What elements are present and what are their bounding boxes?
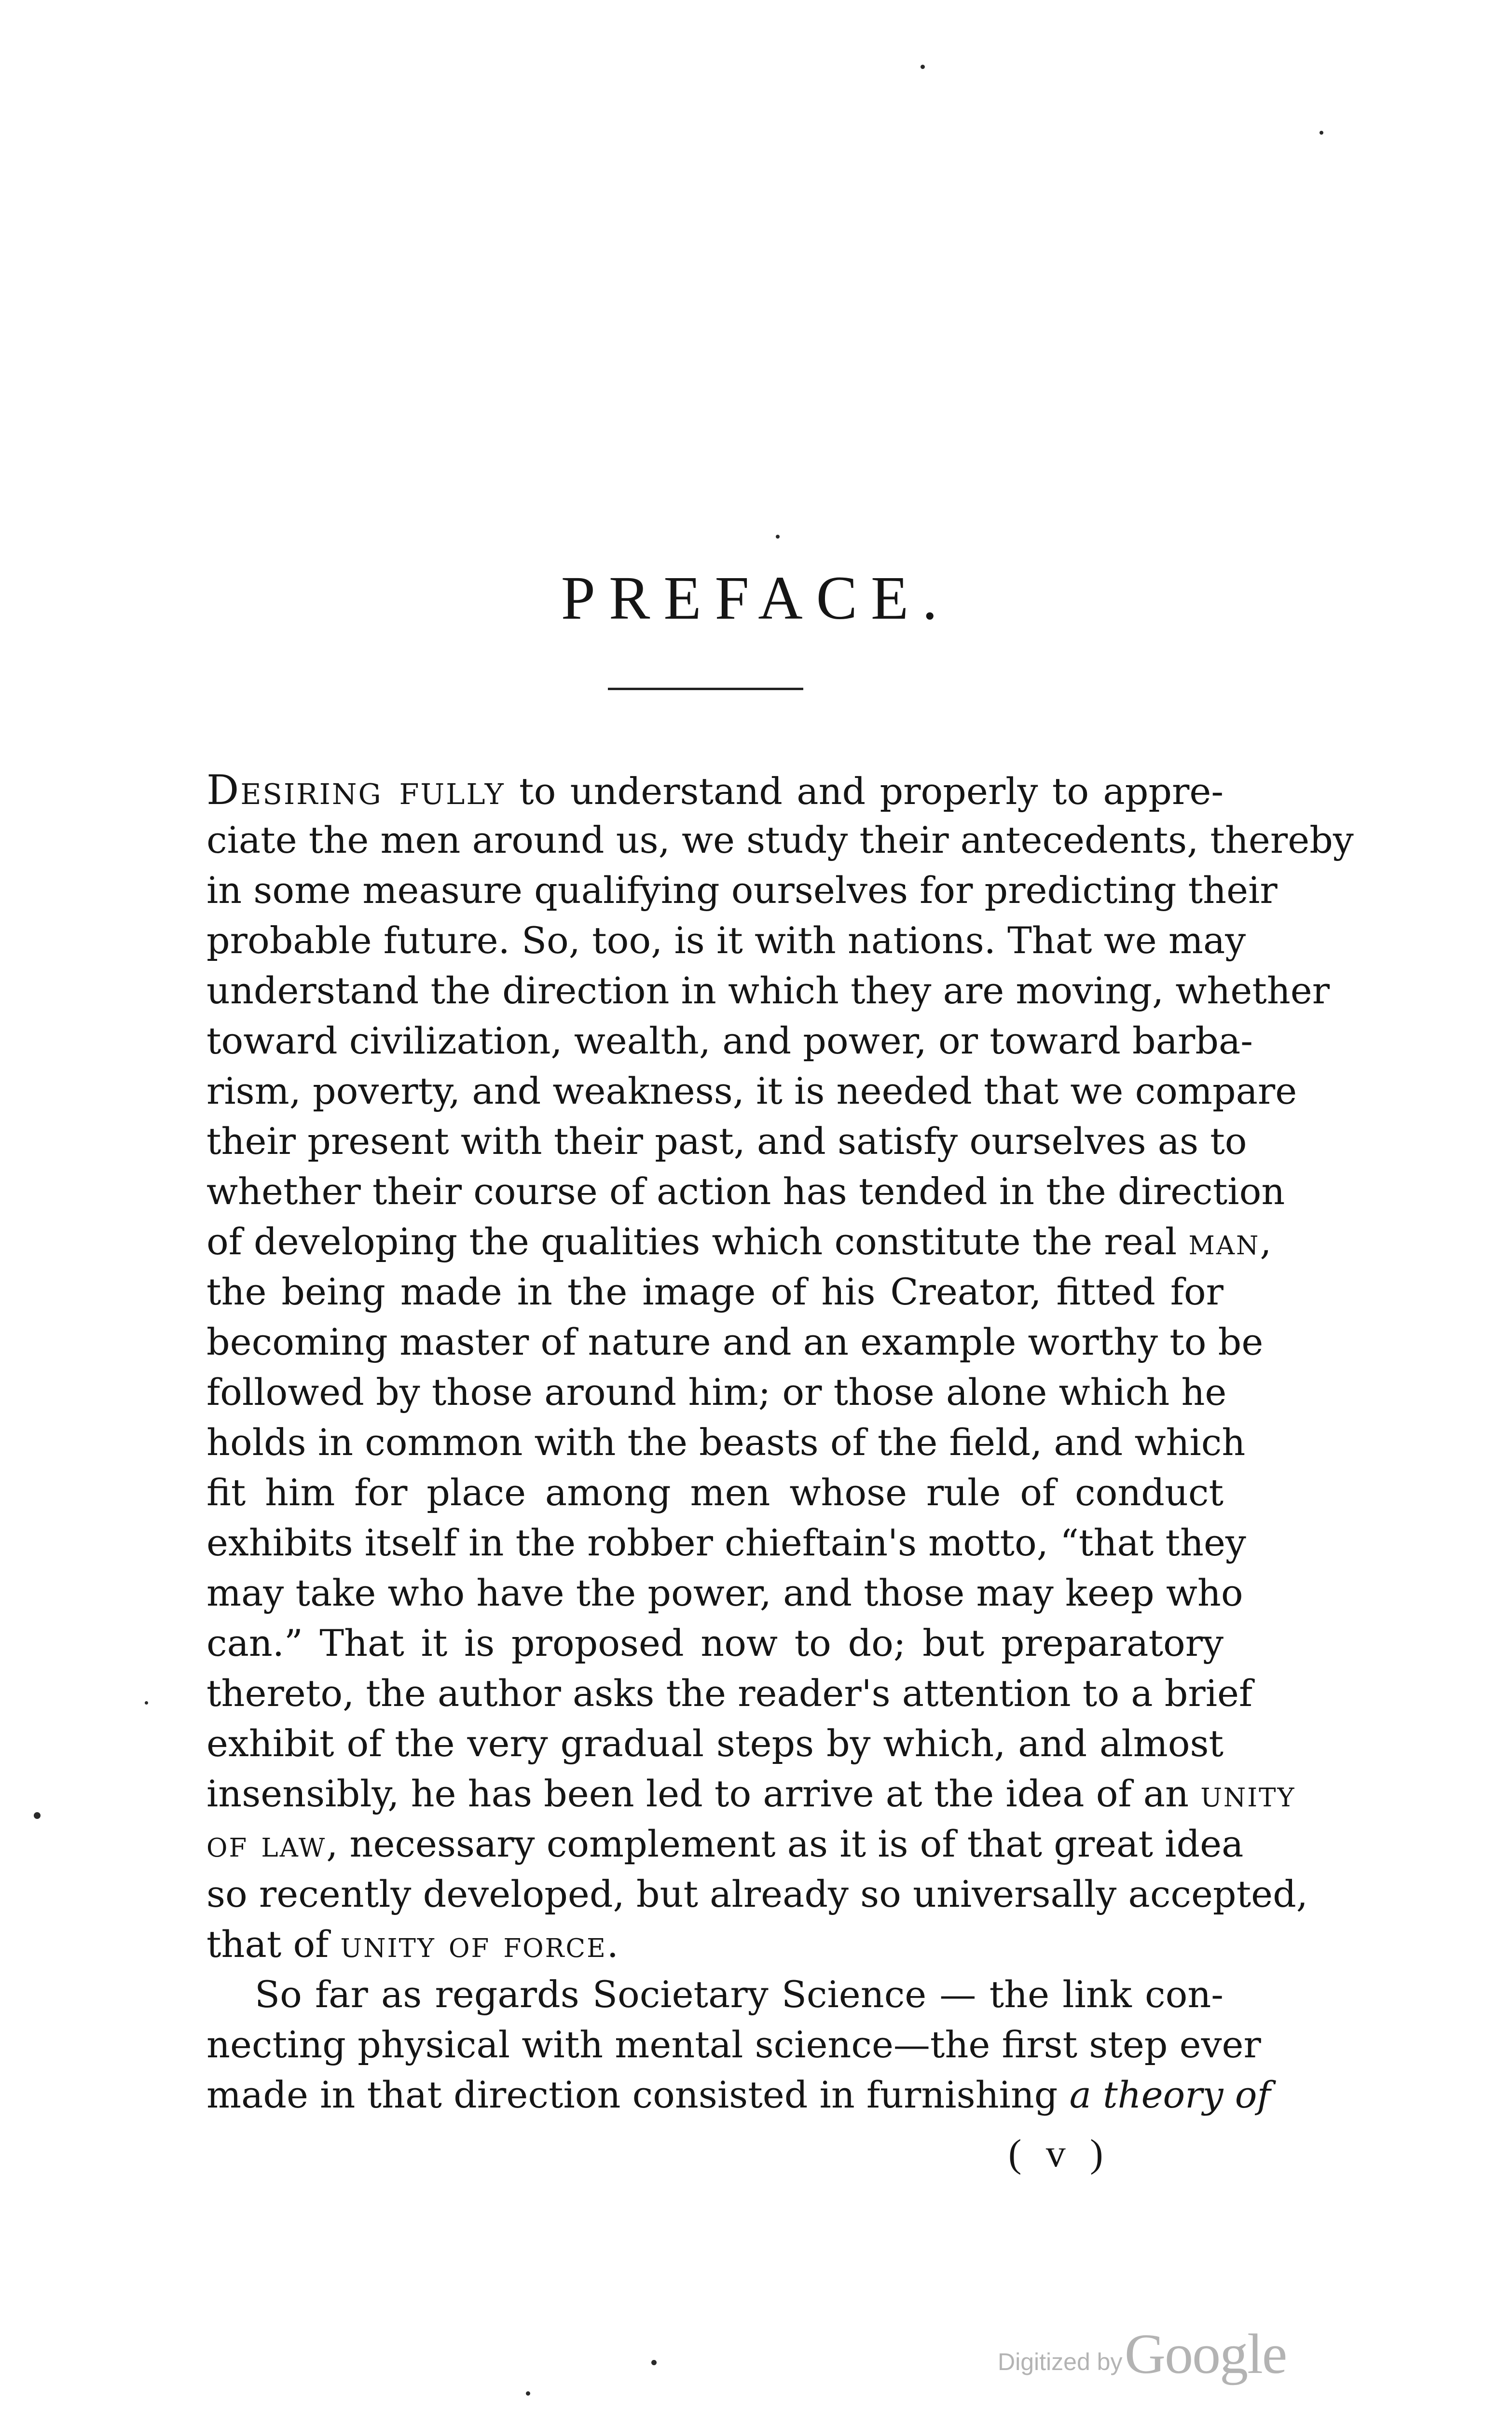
text-run: the being made in the image of his Creator, fitted for (206, 1270, 1223, 1313)
text-line (206, 915, 1246, 966)
text-line (206, 865, 1278, 915)
text-line (206, 1969, 1223, 2020)
small-caps-run: man (1188, 1220, 1260, 1263)
scan-speck (921, 65, 925, 69)
text-run: becoming master of nature and an example worthy to be (206, 1320, 1264, 1363)
page-title: PREFACE. (561, 564, 951, 632)
text-line (206, 815, 1354, 865)
italic-run: a theory of (1069, 2073, 1271, 2116)
text-line (206, 1367, 1227, 1417)
text-line (206, 1016, 1253, 1066)
scan-speck (526, 2391, 530, 2396)
text-line (206, 1166, 1285, 1217)
text-run: of developing the qualities which constitute the real (206, 1220, 1189, 1263)
text-run: thereto, the author asks the reader's attention to a brief (206, 1672, 1253, 1715)
text-line (206, 1769, 1296, 1819)
text-line (206, 1317, 1264, 1367)
text-run: to understand and properly to appre- (505, 770, 1223, 813)
text-run: holds in common with the beasts of the field, and which (206, 1421, 1246, 1464)
text-run: rism, poverty, and weakness, it is needed that we compare (206, 1069, 1297, 1112)
text-run: made in that direction consisted in furnishing (206, 2073, 1070, 2116)
text-run: , necessary complement as it is of that great idea (326, 1822, 1244, 1865)
text-run: . (606, 1923, 619, 1966)
text-run: their present with their past, and satisfy ourselves as to (206, 1120, 1247, 1163)
scan-speck (651, 2360, 657, 2365)
text-run: followed by those around him; or those alone which he (206, 1371, 1227, 1414)
text-line (206, 1066, 1297, 1116)
text-run: may take who have the power, and those may keep who (206, 1571, 1243, 1614)
text-line (206, 765, 1223, 815)
text-line (206, 1518, 1246, 1568)
text-run: understand the direction in which they are moving, whether (206, 969, 1330, 1012)
text-line (206, 1568, 1243, 1618)
text-line (206, 1869, 1308, 1919)
text-run: that of (206, 1923, 341, 1966)
title-rule (608, 688, 803, 690)
text-run: so recently developed, but already so universally accepted, (206, 1872, 1308, 1915)
text-line (206, 1116, 1247, 1166)
page-number: ( v ) (1008, 2131, 1103, 2175)
scan-speck (34, 1812, 41, 1819)
text-line (206, 1719, 1223, 1769)
digitized-watermark (998, 2321, 1286, 2387)
text-run: exhibits itself in the robber chieftain's motto, “that they (206, 1521, 1246, 1564)
text-line (206, 1267, 1223, 1317)
text-run: toward civilization, wealth, and power, or toward barba- (206, 1019, 1253, 1062)
text-run: whether their course of action has tended in the direction (206, 1170, 1285, 1213)
google-logo: Google (1124, 2322, 1287, 2385)
text-line (206, 966, 1330, 1016)
body-text (206, 765, 1354, 2120)
text-run: necting physical with mental science—the first step ever (206, 2023, 1261, 2066)
text-run: So far as regards Societary Science — the link con- (255, 1973, 1223, 2016)
text-run: in some measure qualifying ourselves for predicting their (206, 869, 1278, 912)
text-line (206, 1417, 1246, 1468)
text-line (206, 1668, 1253, 1719)
watermark-prefix: Digitized by (998, 2348, 1123, 2375)
text-line (206, 1819, 1244, 1869)
text-run: , (1260, 1220, 1272, 1263)
text-line (206, 2020, 1261, 2070)
text-line (206, 2070, 1271, 2120)
small-caps-run: Desiring fully (206, 766, 505, 814)
text-run: exhibit of the very gradual steps by which, and almost (206, 1722, 1223, 1765)
scan-speck (1320, 131, 1323, 135)
text-run: ciate the men around us, we study their antecedents, thereby (206, 818, 1354, 861)
text-line (206, 1217, 1272, 1267)
scan-speck (776, 535, 780, 539)
scan-speck (145, 1701, 148, 1705)
small-caps-run: unity (1200, 1772, 1296, 1815)
small-caps-run: unity of force (340, 1923, 607, 1966)
text-line (206, 1468, 1223, 1518)
text-run: fit him for place among men whose rule of conduct (206, 1471, 1223, 1514)
text-run: can.” That it is proposed now to do; but preparatory (206, 1622, 1223, 1664)
text-run: probable future. So, too, is it with nations. That we may (206, 919, 1246, 962)
text-line (206, 1919, 1223, 1969)
small-caps-run: of law (206, 1822, 327, 1865)
text-line (206, 1618, 1223, 1668)
text-run: insensibly, he has been led to arrive at the idea of an (206, 1772, 1201, 1815)
